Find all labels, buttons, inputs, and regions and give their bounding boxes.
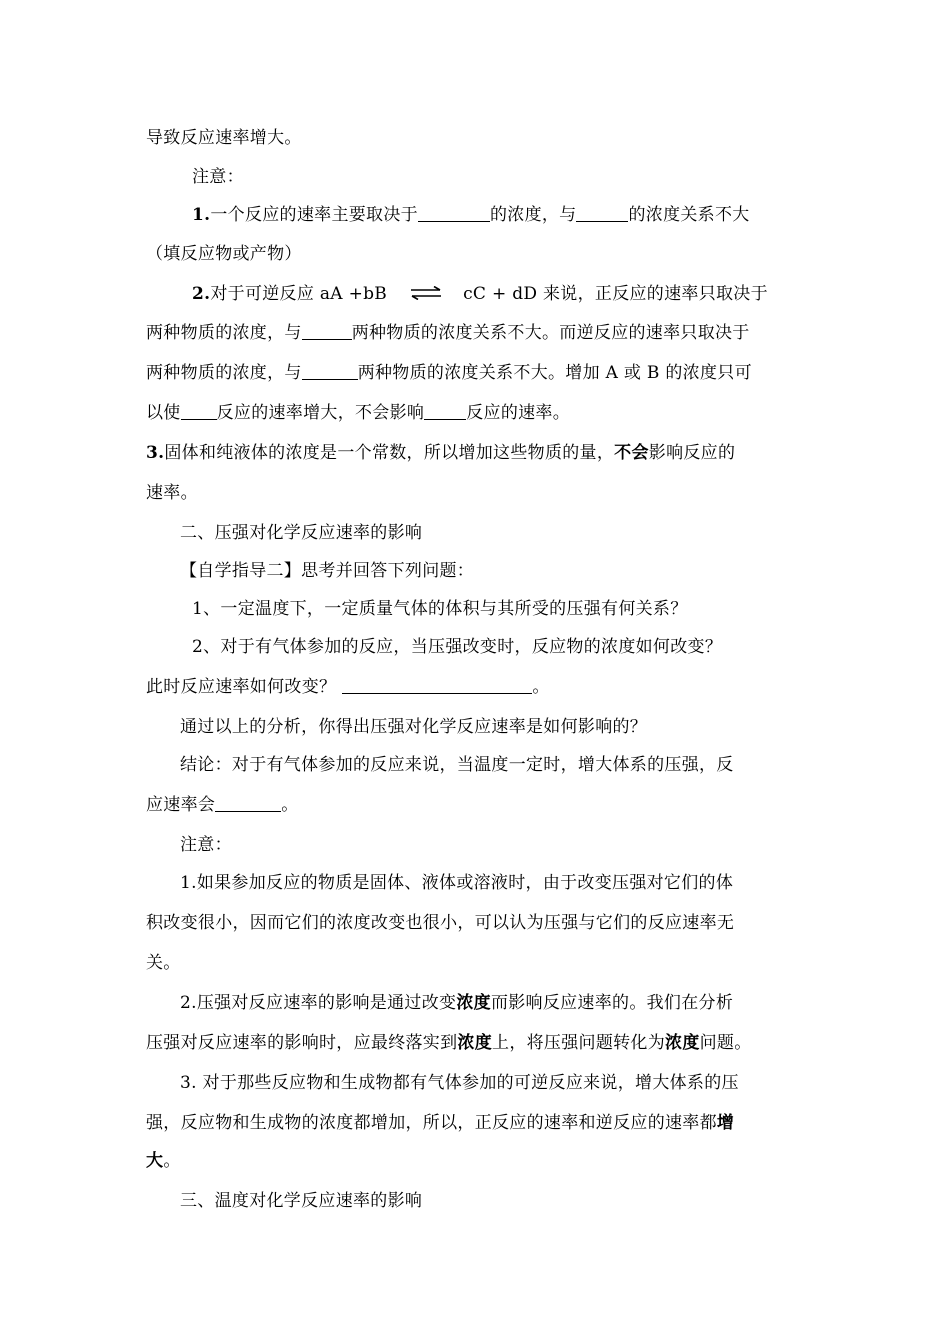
section-heading: 三、温度对化学反应速率的影响 xyxy=(180,1191,423,1211)
text-line: 3. 对于那些反应物和生成物都有气体参加的可逆反应来说，增大体系的压 xyxy=(180,1073,739,1093)
text-line: 2.对于可逆反应 aA +bB cC + dD 来说，正反应的速率只取决于 xyxy=(192,284,768,304)
text-line: 强，反应物和生成物的浓度都增加，所以，正反应的速率和逆反应的速率都增 xyxy=(146,1113,735,1133)
question-item: 1、一定温度下，一定质量气体的体积与其所受的压强有何关系？ xyxy=(192,599,688,619)
fill-blank[interactable] xyxy=(418,205,490,222)
text-line: 两种物质的浓度，与 两种物质的浓度关系不大。而逆反应的速率只取决于 xyxy=(146,323,750,343)
note-heading: 注意： xyxy=(192,167,244,187)
text-line: 两种物质的浓度，与 两种物质的浓度关系不大。增加 A 或 B 的浓度只可 xyxy=(146,363,752,383)
text-line: （填反应物或产物） xyxy=(146,244,302,264)
text-line: 1.一个反应的速率主要取决于 的浓度，与 的浓度关系不大 xyxy=(192,205,750,225)
text-line: 关。 xyxy=(146,953,181,973)
text-line: 应速率会 。 xyxy=(146,795,299,815)
text-line: 2.压强对反应速率的影响是通过改变浓度而影响反应速率的。我们在分析 xyxy=(180,993,734,1013)
text-line: 速率。 xyxy=(146,483,198,503)
fill-blank[interactable] xyxy=(424,403,466,420)
fill-blank[interactable] xyxy=(302,363,358,380)
text-line: 导致反应速率增大。 xyxy=(146,128,302,148)
conclusion-line: 结论：对于有气体参加的反应来说，当温度一定时，增大体系的压强，反 xyxy=(180,755,734,775)
question-item: 2、对于有气体参加的反应，当压强改变时，反应物的浓度如何改变？ xyxy=(192,637,723,657)
fill-blank[interactable] xyxy=(342,677,532,694)
section-heading: 二、压强对化学反应速率的影响 xyxy=(180,523,423,543)
text-line: 积改变很小，因而它们的浓度改变也很小，可以认为压强与它们的反应速率无 xyxy=(146,913,735,933)
text-line: 通过以上的分析，你得出压强对化学反应速率是如何影响的？ xyxy=(180,717,648,737)
text-line: 以使 反应的速率增大，不会影响 反应的速率。 xyxy=(146,403,571,423)
text-line: 1.如果参加反应的物质是固体、液体或溶液时，由于改变压强对它们的体 xyxy=(180,873,734,893)
fill-blank[interactable] xyxy=(215,795,281,812)
fill-blank[interactable] xyxy=(302,323,352,340)
reversible-reaction-arrows-icon xyxy=(409,286,443,300)
fill-blank[interactable] xyxy=(181,403,217,420)
note-heading: 注意： xyxy=(180,835,232,855)
text-line: 此时反应速率如何改变？ 。 xyxy=(146,677,550,697)
text-line: 大。 xyxy=(146,1151,181,1171)
self-study-heading: 【自学指导二】思考并回答下列问题： xyxy=(180,561,475,581)
fill-blank[interactable] xyxy=(576,205,628,222)
text-line: 3.固体和纯液体的浓度是一个常数，所以增加这些物质的量，不会影响反应的 xyxy=(146,443,736,463)
text-line: 压强对反应速率的影响时，应最终落实到浓度上，将压强问题转化为浓度问题。 xyxy=(146,1033,752,1053)
